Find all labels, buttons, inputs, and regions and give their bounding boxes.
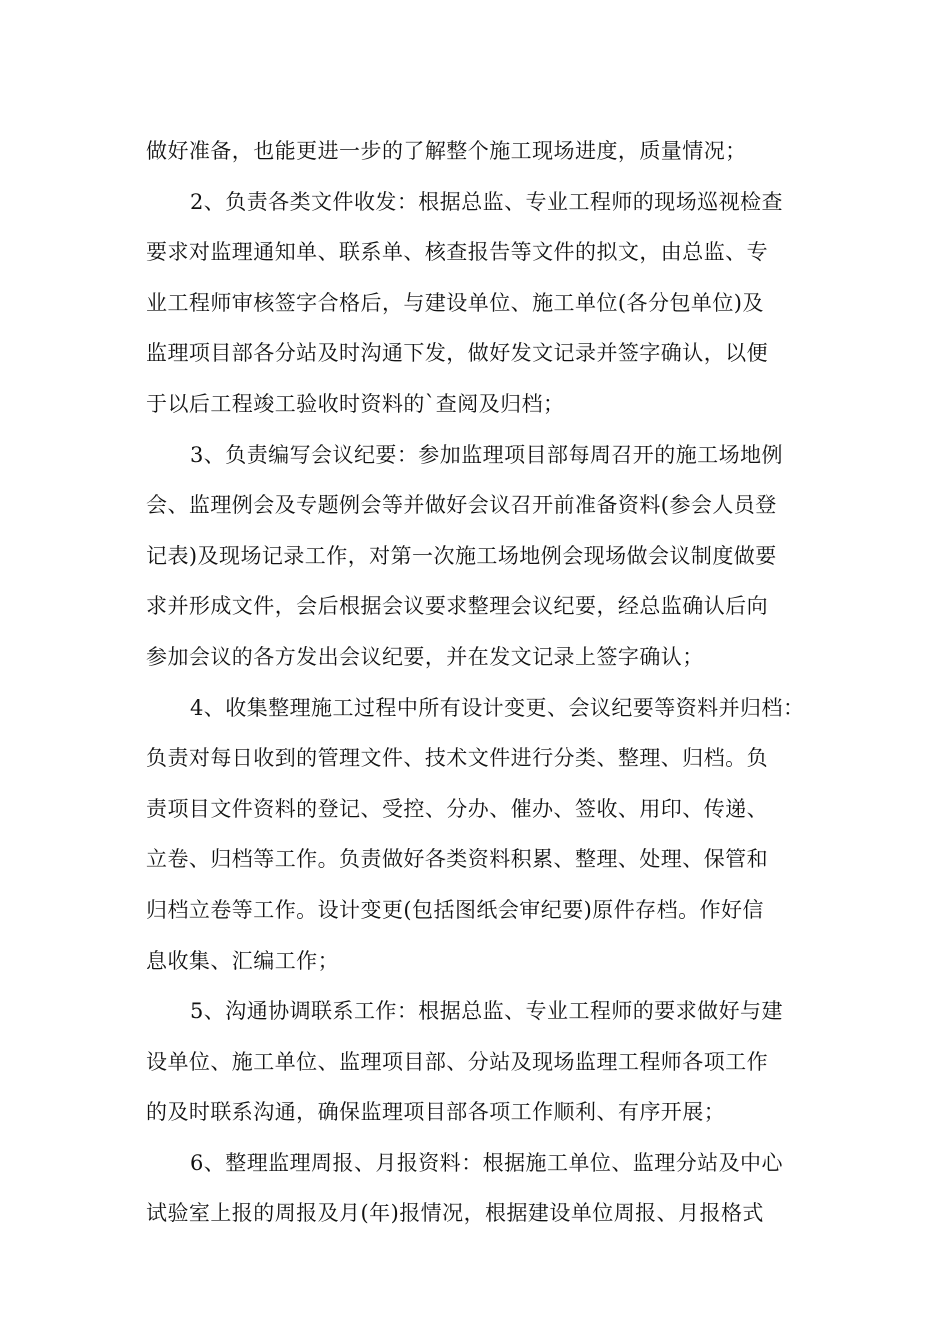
text-line: 息收集、汇编工作； [146, 948, 340, 973]
text-line: 5、沟通协调联系工作：根据总监、专业工程师的要求做好与建 [190, 999, 783, 1024]
text-line: 3、负责编写会议纪要：参加监理项目部每周召开的施工场地例 [190, 442, 783, 467]
text-line: 求并形成文件，会后根据会议要求整理会议纪要，经总监确认后向 [146, 594, 769, 619]
text-line: 业工程师审核签字合格后，与建设单位、施工单位(各分包单位)及 [146, 290, 764, 315]
text-line: 于以后工程竣工验收时资料的`查阅及归档； [146, 391, 565, 416]
text-line: 监理项目部各分站及时沟通下发，做好发文记录并签字确认，以便 [146, 341, 769, 366]
body-text [146, 126, 826, 1239]
text-line: 负责对每日收到的管理文件、技术文件进行分类、整理、归档。负 [146, 746, 769, 771]
text-line: 的及时联系沟通，确保监理项目部各项工作顺利、有序开展； [146, 1100, 726, 1125]
text-line: 4、收集整理施工过程中所有设计变更、会议纪要等资料并归档： [190, 695, 805, 720]
text-line: 归档立卷等工作。设计变更(包括图纸会审纪要)原件存档。作好信 [146, 897, 764, 922]
text-line: 2、负责各类文件收发：根据总监、专业工程师的现场巡视检查 [190, 189, 783, 214]
text-line: 做好准备，也能更进一步的了解整个施工现场进度，质量情况； [146, 139, 747, 163]
text-line: 立卷、归档等工作。负责做好各类资料积累、整理、处理、保管和 [146, 847, 769, 872]
text-line: 要求对监理通知单、联系单、核查报告等文件的拟文，由总监、专 [146, 240, 769, 265]
text-line: 6、整理监理周报、月报资料：根据施工单位、监理分站及中心 [190, 1150, 783, 1175]
text-line: 参加会议的各方发出会议纪要，并在发文记录上签字确认； [146, 644, 704, 669]
text-line: 试验室上报的周报及月(年)报情况，根据建设单位周报、月报格式 [146, 1201, 764, 1226]
text-line: 设单位、施工单位、监理项目部、分站及现场监理工程师各项工作 [146, 1049, 769, 1074]
text-line: 会、监理例会及专题例会等并做好会议召开前准备资料(参会人员登 [146, 493, 777, 518]
text-line: 责项目文件资料的登记、受控、分办、催办、签收、用印、传递、 [146, 796, 769, 821]
text-line: 记表)及现场记录工作，对第一次施工场地例会现场做会议制度做要 [146, 543, 777, 568]
